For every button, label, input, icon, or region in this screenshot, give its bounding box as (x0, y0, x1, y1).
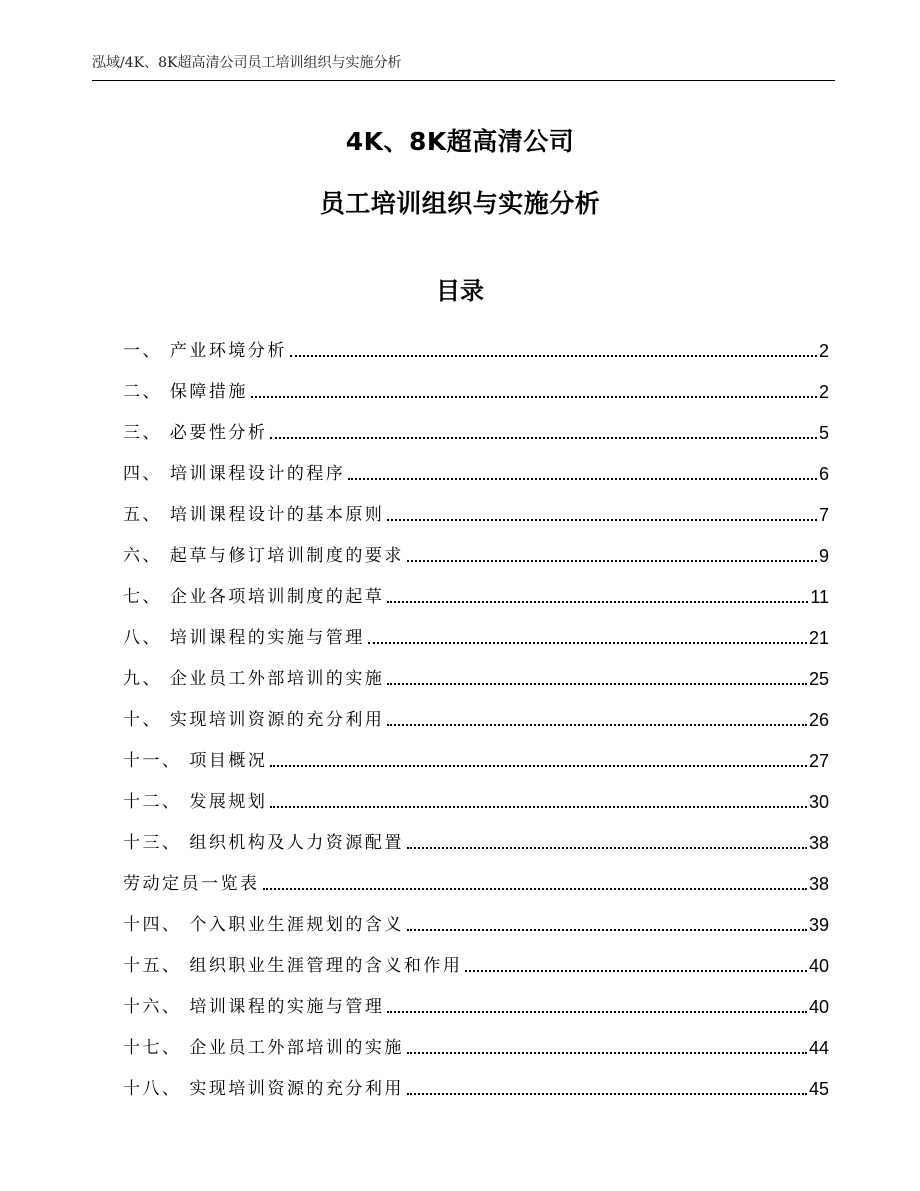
toc-entry[interactable] (123, 609, 829, 650)
toc-entry-page-number: 44 (808, 1038, 829, 1058)
toc-dot-leader (368, 642, 807, 644)
document-title-line-2: 员工培训组织与实施分析 (319, 189, 601, 218)
toc-entry-label: 十四、 个入职业生涯规划的含义 (123, 915, 404, 935)
toc-entry[interactable] (123, 896, 829, 937)
toc-entry[interactable] (123, 691, 829, 732)
toc-entry[interactable] (123, 773, 829, 814)
toc-dot-leader (387, 683, 807, 685)
toc-entry-page-number: 26 (808, 710, 829, 730)
toc-entry-page-number: 5 (818, 423, 829, 443)
toc-entry[interactable] (123, 486, 829, 527)
toc-entry-label: 十五、 组织职业生涯管理的含义和作用 (123, 956, 463, 976)
toc-dot-leader (407, 929, 807, 931)
toc-entry-label: 劳动定员一览表 (123, 874, 260, 894)
toc-entry[interactable] (123, 937, 829, 978)
toc-entry-page-number: 25 (808, 669, 829, 689)
toc-entry-page-number: 45 (808, 1079, 829, 1099)
toc-entry-label: 十二、 发展规划 (123, 792, 268, 812)
toc-entry[interactable] (123, 650, 829, 691)
toc-entry-label: 四、 培训课程设计的程序 (123, 464, 346, 484)
toc-dot-leader (407, 847, 807, 849)
toc-entry-label: 一、 产业环境分析 (123, 341, 287, 361)
toc-heading: 目录 (436, 277, 484, 305)
toc-dot-leader (270, 437, 817, 439)
toc-dot-leader (290, 355, 817, 357)
toc-entry-page-number: 6 (818, 464, 829, 484)
toc-dot-leader (407, 560, 817, 562)
toc-entry-label: 十七、 企业员工外部培训的实施 (123, 1038, 404, 1058)
toc-dot-leader (387, 601, 808, 603)
toc-dot-leader (387, 519, 817, 521)
toc-entry-label: 十一、 项目概况 (123, 751, 268, 771)
toc-entry[interactable] (123, 732, 829, 773)
toc-entry-label: 八、 培训课程的实施与管理 (123, 628, 365, 648)
toc-dot-leader (407, 1093, 807, 1095)
toc-dot-leader (387, 1011, 807, 1013)
toc-dot-leader (348, 478, 817, 480)
toc-entry-page-number: 38 (808, 874, 829, 894)
header-divider (92, 80, 835, 81)
toc-dot-leader (263, 888, 807, 890)
toc-entry[interactable] (123, 568, 829, 609)
toc-entry[interactable] (123, 445, 829, 486)
toc-entry-label: 三、 必要性分析 (123, 423, 268, 443)
toc-entry-label: 五、 培训课程设计的基本原则 (123, 505, 385, 525)
toc-dot-leader (251, 396, 817, 398)
toc-entry-label: 七、 企业各项培训制度的起草 (123, 587, 385, 607)
toc-entry-page-number: 2 (818, 341, 829, 361)
toc-entry-label: 六、 起草与修订培训制度的要求 (123, 546, 404, 566)
toc-entry-page-number: 40 (808, 997, 829, 1017)
document-title-line-1: 4K、8K超高清公司 (345, 127, 575, 156)
toc-entry-label: 九、 企业员工外部培训的实施 (123, 669, 385, 689)
toc-entry-page-number: 2 (818, 382, 829, 402)
toc-entry[interactable] (123, 978, 829, 1019)
toc-entry-label: 十三、 组织机构及人力资源配置 (123, 833, 404, 853)
toc-entry[interactable] (123, 1019, 829, 1060)
toc-entry-page-number: 9 (818, 546, 829, 566)
toc-entry[interactable] (123, 363, 829, 404)
toc-entry-page-number: 39 (808, 915, 829, 935)
toc-entry-label: 十八、 实现培训资源的充分利用 (123, 1079, 404, 1099)
toc-entry-page-number: 30 (808, 792, 829, 812)
toc-entry-label: 十六、 培训课程的实施与管理 (123, 997, 385, 1017)
toc-entry[interactable] (123, 855, 829, 896)
toc-entry-page-number: 40 (808, 956, 829, 976)
table-of-contents (123, 322, 829, 1101)
toc-entry[interactable] (123, 527, 829, 568)
toc-dot-leader (270, 765, 807, 767)
toc-dot-leader (407, 1052, 807, 1054)
toc-entry[interactable] (123, 404, 829, 445)
toc-entry-label: 二、 保障措施 (123, 382, 248, 402)
toc-entry[interactable] (123, 814, 829, 855)
toc-entry-page-number: 27 (808, 751, 829, 771)
toc-entry[interactable] (123, 1060, 829, 1101)
toc-entry-page-number: 7 (818, 505, 829, 525)
toc-entry-page-number: 11 (810, 587, 829, 607)
toc-dot-leader (387, 724, 807, 726)
toc-entry-page-number: 38 (808, 833, 829, 853)
toc-entry[interactable] (123, 322, 829, 363)
toc-entry-page-number: 21 (808, 628, 829, 648)
toc-dot-leader (270, 806, 807, 808)
toc-dot-leader (465, 970, 807, 972)
toc-entry-label: 十、 实现培训资源的充分利用 (123, 710, 385, 730)
running-header: 泓域/4K、8K超高清公司员工培训组织与实施分析 (92, 55, 402, 71)
